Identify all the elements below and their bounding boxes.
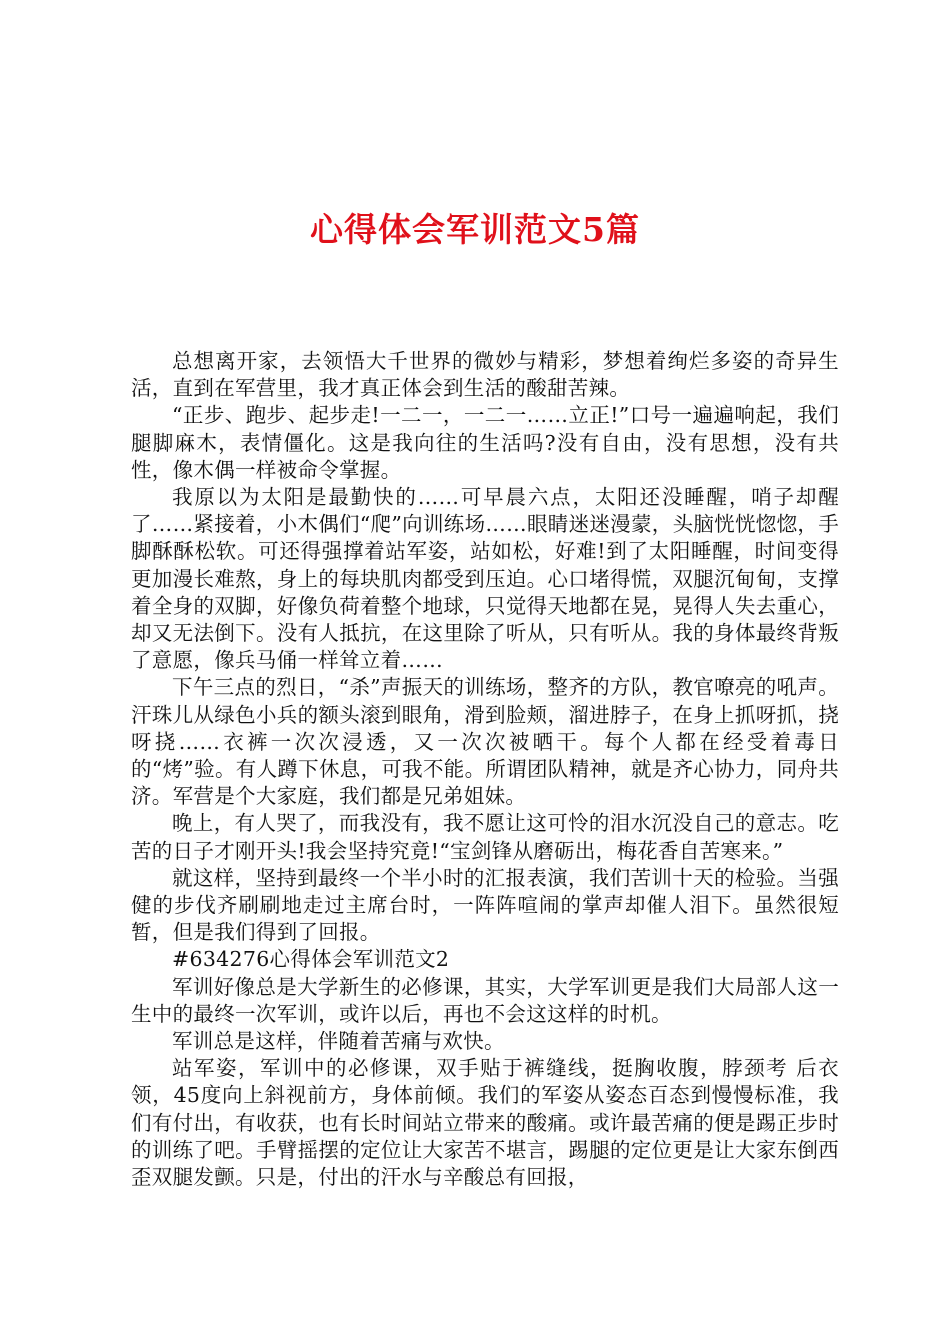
paragraph: 我原以为太阳是最勤快的……可早晨六点，太阳还没睡醒，哨子却醒了……紧接着，小木偶们“爬”向训练场……眼睛迷迷漫蒙，头脑恍恍惚惚，手脚酥酥松软。可还得强撑着站军姿，站如松，好难!到了太阳睡醒，时间变得更加漫长难熬，身上的每块肌肉都受到压迫。心口堵得慌，双腿沉甸甸，支撑着全身的双脚，好像负荷着整个地球，只觉得天地都在晃，晃得人失去重心，却又无法倒下。没有人抵抗，在这里除了听从，只有听从。我的身体最终背叛了意愿，像兵马俑一样耸立着…… <box>131 485 839 673</box>
paragraph: 军训总是这样，伴随着苦痛与欢快。 <box>172 1029 505 1054</box>
paragraph: 军训好像总是大学新生的必修课，其实，大学军训更是我们大局部人这一生中的最终一次军训，或许以后，再也不会这这样的时机。 <box>131 974 839 1026</box>
paragraph: 就这样，坚持到最终一个半小时的汇报表演，我们苦训十天的检验。当强健的步伐齐刷刷地走过主席台时，一阵阵喧闹的掌声却催人泪下。虽然很短暂，但是我们得到了回报。 <box>131 865 839 945</box>
paragraph: 站军姿，军训中的必修课，双手贴于裤缝线，挺胸收腹，脖颈考 后衣领，45度向上斜视前方，身体前倾。我们的军姿从姿态百态到慢慢标准，我们有付出，有收获，也有长时间站立带来的酸痛。或许最苦痛的便是踢正步时的训练了吧。手臂摇摆的定位让大家苦不堪言，踢腿的定位更是让大家东倒西歪双腿发颤。只是，付出的汗水与辛酸总有回报， <box>131 1056 839 1190</box>
section-heading: #634276心得体会军训范文2 <box>172 947 450 972</box>
paragraph: 下午三点的烈日，“杀”声振天的训练场，整齐的方队，教官嘹亮的吼声。汗珠儿从绿色小兵的额头滚到眼角，滑到脸颊，溜进脖子，在身上抓呀抓，挠呀挠……衣裤一次次浸透，又一次次被晒干。每个人都在经受着毒日的“烤”验。有人蹲下休息，可我不能。所谓团队精神，就是齐心协力，同舟共济。军营是个大家庭，我们都是兄弟姐妹。 <box>131 675 839 809</box>
document-body <box>131 348 839 1191</box>
paragraph: “正步、跑步、起步走!一二一，一二一……立正!”口号一遍遍响起，我们腿脚麻木，表情僵化。这是我向往的生活吗?没有自由，没有思想，没有共性，像木偶一样被命令掌握。 <box>131 403 839 482</box>
paragraph: 总想离开家，去领悟大千世界的微妙与精彩，梦想着绚烂多姿的奇异生活，直到在军营里，我才真正体会到生活的酸甜苦辣。 <box>131 349 839 401</box>
document-title: 心得体会军训范文5篇 <box>310 210 640 249</box>
paragraph: 晚上，有人哭了，而我没有，我不愿让这可怜的泪水沉没自己的意志。吃苦的日子才刚开头!我会坚持究竟!“宝剑锋从磨砺出，梅花香自苦寒来。” <box>131 811 839 863</box>
